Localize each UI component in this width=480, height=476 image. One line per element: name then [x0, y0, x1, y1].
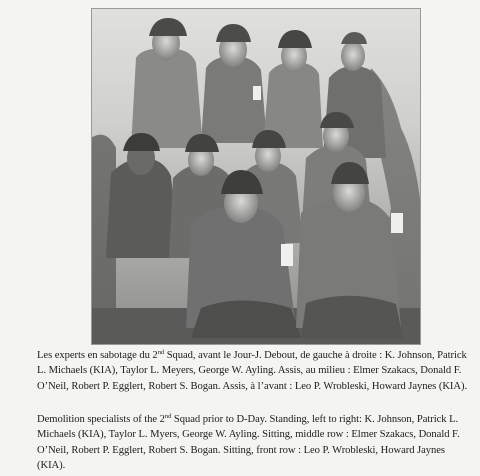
caption-english-text: Demolition specialists of the 2 — [37, 414, 165, 425]
caption-english — [37, 412, 469, 474]
caption-english-ordinal: nd — [164, 413, 172, 420]
caption-english-text-rest: Squad prior to D-Day. Standing, left to right: K. Johnson, Patrick L. Michaels (KIA), Taylor L. Myers, George W. Ayling. Sitting, middle row : Elmer Szakacs, Donald F. O’Neil, Robert P. Egglert, Robert S. Bogan. Sitting, front row : Leo P. Wrobleski, Howard Jaynes (KIA). — [37, 414, 460, 472]
caption-french-text: Les experts en sabotage du 2 — [37, 350, 158, 361]
caption-french-text-rest: Squad, avant le Jour-J. Debout, de gauche à droite : K. Johnson, Patrick L. Michaels (KIA), Taylor L. Meyers, George W. Ayling. Assis, au milieu : Elmer Szakacs, Donald F. O’Neil, Robert P. Egglert, Robert S. Bogan. Assis, à l’avant : Leo P. Wrobleski, Howard Jaynes (KIA). — [37, 350, 468, 392]
caption-french — [37, 348, 469, 394]
caption-french-ordinal: nd — [157, 349, 165, 356]
group-photograph — [91, 8, 421, 345]
